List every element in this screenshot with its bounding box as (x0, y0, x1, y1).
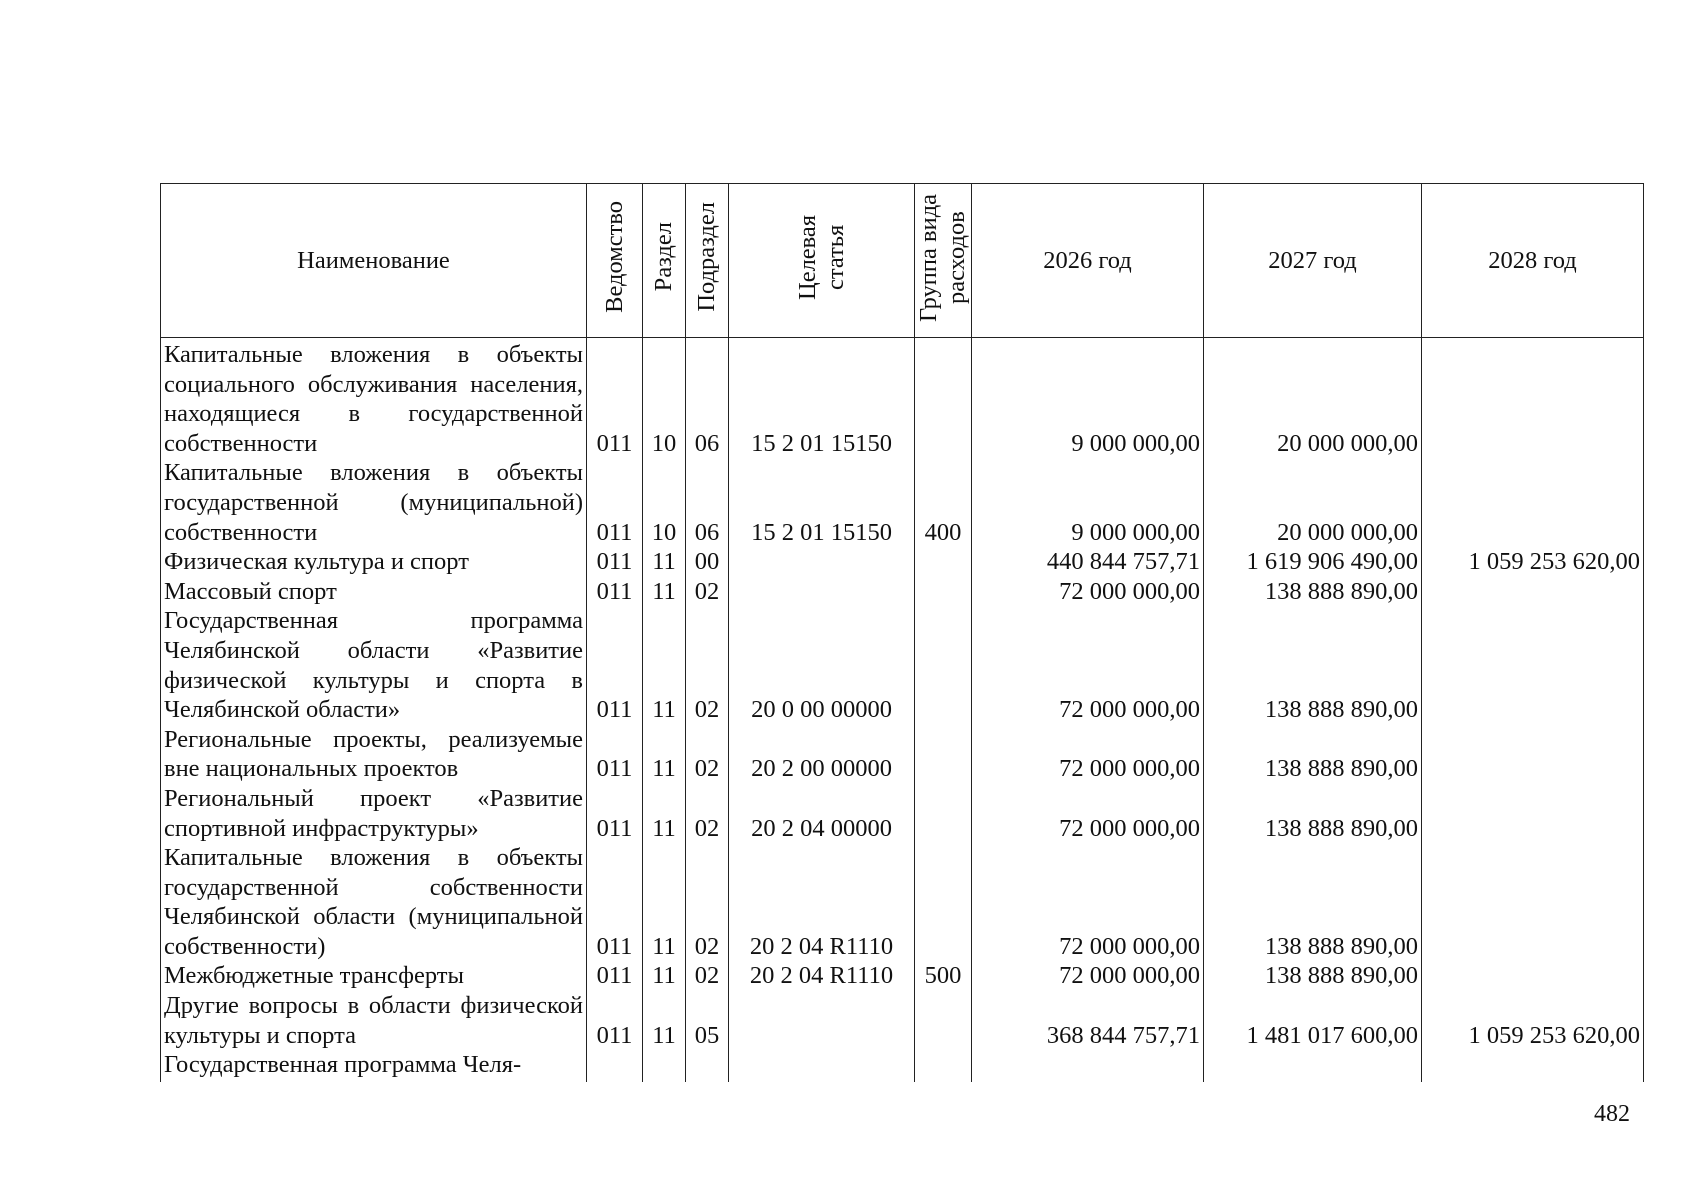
table-row (161, 784, 1644, 843)
cell-year-2026: 72 000 000,00 (972, 784, 1204, 843)
cell-year-2026: 9 000 000,00 (972, 458, 1204, 547)
cell-year-2028 (1422, 843, 1644, 961)
cell-podrazdel (686, 1050, 729, 1082)
cell-name: Капитальные вложения в объекты государственной (муниципальной) собственности (161, 458, 587, 547)
cell-year-2027: 138 888 890,00 (1204, 961, 1422, 991)
cell-podrazdel: 02 (686, 961, 729, 991)
cell-razdel: 11 (643, 725, 686, 784)
cell-vedomstvo: 011 (587, 606, 643, 724)
cell-name: Межбюджетные трансферты (161, 961, 587, 991)
cell-gruppa-vida-rashodov (915, 606, 972, 724)
budget-table (160, 183, 1644, 1082)
cell-vedomstvo: 011 (587, 784, 643, 843)
cell-gruppa-vida-rashodov (915, 547, 972, 577)
header-name (161, 184, 587, 338)
table-row (161, 547, 1644, 577)
table-row (161, 961, 1644, 991)
cell-year-2027 (1204, 1050, 1422, 1082)
cell-year-2028: 1 059 253 620,00 (1422, 547, 1644, 577)
header-podrazdel (686, 184, 729, 338)
cell-razdel: 10 (643, 338, 686, 459)
header-gruppa-vida-rashodov-label: Группа вида расходов (915, 192, 970, 322)
header-year-2026-label: 2026 год (1043, 246, 1132, 274)
cell-year-2028 (1422, 458, 1644, 547)
cell-year-2026: 72 000 000,00 (972, 843, 1204, 961)
cell-gruppa-vida-rashodov (915, 338, 972, 459)
cell-vedomstvo: 011 (587, 458, 643, 547)
cell-year-2027: 1 619 906 490,00 (1204, 547, 1422, 577)
cell-year-2028 (1422, 606, 1644, 724)
header-tselevaya-statya (729, 184, 915, 338)
cell-year-2027: 1 481 017 600,00 (1204, 991, 1422, 1050)
cell-razdel: 11 (643, 606, 686, 724)
cell-tselevaya-statya (729, 1050, 915, 1082)
cell-tselevaya-statya: 20 2 04 R1110 (729, 843, 915, 961)
table-row (161, 338, 1644, 459)
cell-razdel (643, 1050, 686, 1082)
cell-razdel: 11 (643, 843, 686, 961)
table-row (161, 606, 1644, 724)
cell-tselevaya-statya: 20 2 00 00000 (729, 725, 915, 784)
cell-year-2026: 72 000 000,00 (972, 577, 1204, 607)
header-year-2028-label: 2028 год (1488, 246, 1577, 274)
cell-razdel: 11 (643, 784, 686, 843)
cell-year-2027: 20 000 000,00 (1204, 458, 1422, 547)
cell-year-2026: 368 844 757,71 (972, 991, 1204, 1050)
cell-razdel: 11 (643, 961, 686, 991)
cell-vedomstvo: 011 (587, 991, 643, 1050)
cell-name: Региональный проект «Развитие спортивной инфраструктуры» (161, 784, 587, 843)
cell-gruppa-vida-rashodov (915, 784, 972, 843)
table-row (161, 577, 1644, 607)
header-year-2028 (1422, 184, 1644, 338)
cell-name: Региональные проекты, реализуемые вне национальных проектов (161, 725, 587, 784)
cell-year-2028: 1 059 253 620,00 (1422, 991, 1644, 1050)
table-row (161, 991, 1644, 1050)
header-podrazdel-label: Подраздел (693, 202, 720, 312)
header-tselevaya-statya-label: Целевая статья (793, 214, 849, 300)
header-razdel (643, 184, 686, 338)
cell-name: Физическая культура и спорт (161, 547, 587, 577)
budget-table-container (160, 183, 1643, 1083)
cell-vedomstvo: 011 (587, 961, 643, 991)
cell-year-2026: 72 000 000,00 (972, 961, 1204, 991)
cell-podrazdel: 02 (686, 784, 729, 843)
cell-year-2028 (1422, 1050, 1644, 1082)
cell-podrazdel: 02 (686, 843, 729, 961)
cell-tselevaya-statya (729, 577, 915, 607)
cell-name: Капитальные вложения в объекты государственной собственности Челябинской области (муниципальной собственности) (161, 843, 587, 961)
cell-name: Государственная программа Челя- (161, 1050, 587, 1082)
cell-year-2028 (1422, 725, 1644, 784)
cell-tselevaya-statya: 15 2 01 15150 (729, 458, 915, 547)
cell-year-2027: 138 888 890,00 (1204, 577, 1422, 607)
cell-tselevaya-statya: 20 0 00 00000 (729, 606, 915, 724)
cell-name: Капитальные вложения в объекты социального обслуживания населения, находящиеся в государственной собственности (161, 338, 587, 459)
cell-gruppa-vida-rashodov: 500 (915, 961, 972, 991)
cell-gruppa-vida-rashodov: 400 (915, 458, 972, 547)
header-year-2027-label: 2027 год (1268, 246, 1357, 274)
page-number: 482 (1594, 1101, 1630, 1127)
header-razdel-label: Раздел (650, 222, 677, 292)
cell-year-2028 (1422, 338, 1644, 459)
cell-gruppa-vida-rashodov (915, 577, 972, 607)
cell-year-2026: 72 000 000,00 (972, 606, 1204, 724)
table-row (161, 1050, 1644, 1082)
cell-year-2026: 72 000 000,00 (972, 725, 1204, 784)
header-vedomstvo-label: Ведомство (600, 201, 628, 313)
cell-podrazdel: 06 (686, 458, 729, 547)
table-row (161, 843, 1644, 961)
cell-tselevaya-statya (729, 991, 915, 1050)
cell-gruppa-vida-rashodov (915, 725, 972, 784)
cell-year-2028 (1422, 961, 1644, 991)
cell-year-2026 (972, 1050, 1204, 1082)
cell-year-2026: 440 844 757,71 (972, 547, 1204, 577)
table-header-row (161, 184, 1644, 338)
cell-tselevaya-statya: 20 2 04 R1110 (729, 961, 915, 991)
cell-vedomstvo: 011 (587, 577, 643, 607)
cell-year-2028 (1422, 784, 1644, 843)
cell-gruppa-vida-rashodov (915, 843, 972, 961)
cell-podrazdel: 06 (686, 338, 729, 459)
cell-name: Массовый спорт (161, 577, 587, 607)
header-year-2026 (972, 184, 1204, 338)
cell-razdel: 10 (643, 458, 686, 547)
cell-vedomstvo: 011 (587, 338, 643, 459)
cell-year-2027: 138 888 890,00 (1204, 843, 1422, 961)
cell-gruppa-vida-rashodov (915, 991, 972, 1050)
table-row (161, 725, 1644, 784)
cell-vedomstvo (587, 1050, 643, 1082)
cell-podrazdel: 02 (686, 577, 729, 607)
cell-podrazdel: 05 (686, 991, 729, 1050)
table-row (161, 458, 1644, 547)
cell-year-2028 (1422, 577, 1644, 607)
cell-name: Другие вопросы в области физической культуры и спорта (161, 991, 587, 1050)
cell-podrazdel: 02 (686, 725, 729, 784)
cell-year-2027: 138 888 890,00 (1204, 606, 1422, 724)
cell-gruppa-vida-rashodov (915, 1050, 972, 1082)
cell-tselevaya-statya: 15 2 01 15150 (729, 338, 915, 459)
header-vedomstvo (587, 184, 643, 338)
cell-vedomstvo: 011 (587, 547, 643, 577)
cell-year-2027: 20 000 000,00 (1204, 338, 1422, 459)
cell-razdel: 11 (643, 991, 686, 1050)
cell-tselevaya-statya: 20 2 04 00000 (729, 784, 915, 843)
cell-vedomstvo: 011 (587, 725, 643, 784)
cell-razdel: 11 (643, 577, 686, 607)
table-body (161, 338, 1644, 1082)
cell-razdel: 11 (643, 547, 686, 577)
cell-name: Государственная программа Челябинской области «Развитие физической культуры и спорта в Челябинской области» (161, 606, 587, 724)
cell-year-2026: 9 000 000,00 (972, 338, 1204, 459)
cell-year-2027: 138 888 890,00 (1204, 725, 1422, 784)
cell-tselevaya-statya (729, 547, 915, 577)
cell-podrazdel: 02 (686, 606, 729, 724)
cell-podrazdel: 00 (686, 547, 729, 577)
header-name-label: Наименование (297, 246, 450, 274)
cell-vedomstvo: 011 (587, 843, 643, 961)
header-gruppa-vida-rashodov (915, 184, 972, 338)
header-year-2027 (1204, 184, 1422, 338)
cell-year-2027: 138 888 890,00 (1204, 784, 1422, 843)
